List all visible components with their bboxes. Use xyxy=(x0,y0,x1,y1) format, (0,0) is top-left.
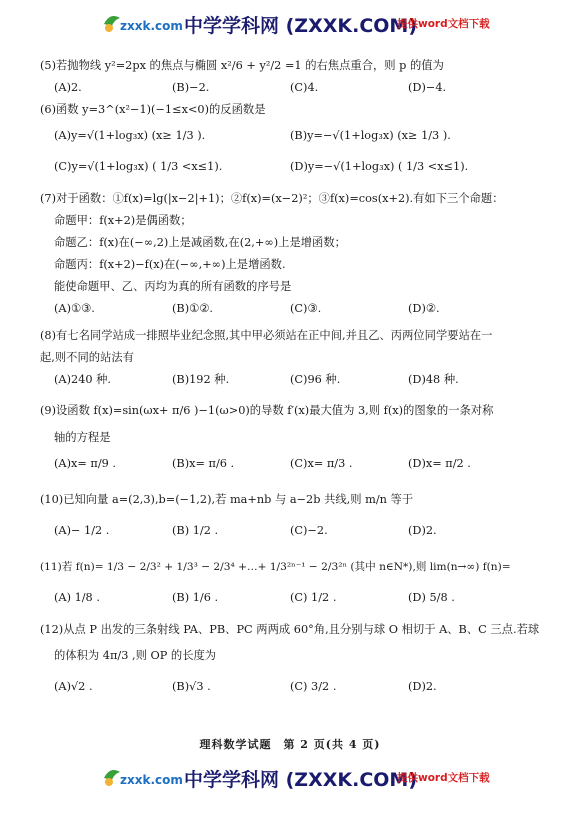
question-12-stem-line-1: (12)从点 P 出发的三条射线 PA、PB、PC 两两成 60°角,且分别与球 O 相切于 A、B、C 三点.若球 xyxy=(40,623,540,636)
q10-option-c: (C)−2. xyxy=(290,524,328,537)
zxxk-logo-icon xyxy=(100,10,183,36)
q5-option-b: (B)−2. xyxy=(172,81,210,94)
question-6-stem: (6)函数 y=3^(x²−1)(−1≤x<0)的反函数是 xyxy=(40,103,266,116)
q9-option-a: (A)x= π/9 . xyxy=(54,457,117,470)
q6-option-c: (C)y=√(1+log₃x) ( 1/3 <x≤1). xyxy=(54,160,223,173)
q5-option-d: (D)−4. xyxy=(408,81,447,94)
question-11-options xyxy=(40,586,550,610)
q7-option-b: (B)①②. xyxy=(172,302,213,315)
question-8-options xyxy=(40,372,550,387)
page-number: 理科数学试题 第 2 页(共 4 页) xyxy=(199,738,381,751)
q10-option-a: (A)− 1/2 . xyxy=(54,524,110,537)
site-name[interactable]: 中学学科网 (ZXXK.COM) xyxy=(184,15,418,37)
footer-banner xyxy=(0,760,580,794)
q5-option-a: (A)2. xyxy=(54,81,82,94)
question-9-options xyxy=(40,452,550,476)
q8-option-d: (D)48 种. xyxy=(408,373,459,386)
download-link[interactable]: 提供word文档下载 xyxy=(397,18,490,30)
q9-option-c: (C)x= π/3 . xyxy=(290,457,353,470)
q6-option-a: (A)y=√(1+log₃x) (x≥ 1/3 ). xyxy=(54,129,206,142)
zxxk-logo-icon xyxy=(100,764,183,790)
logo-text: zxxk.com xyxy=(120,19,183,33)
question-10-options xyxy=(40,519,550,543)
q12-option-d: (D)2. xyxy=(408,680,437,693)
question-12-stem-line-2: 的体积为 4π/3 ,则 OP 的长度为 xyxy=(54,649,217,662)
q10-option-b: (B) 1/2 . xyxy=(172,524,219,537)
q12-option-c: (C) 3/2 . xyxy=(290,680,337,693)
q12-option-b: (B)√3 . xyxy=(172,680,211,693)
q6-option-b: (B)y=−√(1+log₃x) (x≥ 1/3 ). xyxy=(290,129,451,142)
question-7-proposition-c: 命题丙：f(x+2)−f(x)在(−∞,+∞)上是增函数. xyxy=(54,258,286,271)
question-8-stem-line-1: (8)有七名同学站成一排照毕业纪念照,其中甲必须站在正中间,并且乙、丙两位同学要站在一 xyxy=(40,329,493,342)
question-12-options xyxy=(40,675,550,699)
q12-option-a: (A)√2 . xyxy=(54,680,93,693)
question-7-proposition-a: 命题甲：f(x+2)是偶函数； xyxy=(54,214,192,227)
question-6-options-row-1 xyxy=(40,124,550,148)
q11-option-d: (D) 5/8 . xyxy=(408,591,455,604)
download-link[interactable]: 提供word文档下载 xyxy=(397,772,490,784)
q5-option-c: (C)4. xyxy=(290,81,319,94)
q9-option-d: (D)x= π/2 . xyxy=(408,457,471,470)
q8-option-b: (B)192 种. xyxy=(172,373,230,386)
question-7-stem: (7)对于函数：①f(x)=lg(|x−2|+1)；②f(x)=(x−2)²；③f(x)=cos(x+2).有如下三个命题： xyxy=(40,192,504,205)
question-7-prompt: 能使命题甲、乙、丙均为真的所有函数的序号是 xyxy=(54,280,292,293)
question-10-stem: (10)已知向量 a=(2,3),b=(−1,2),若 ma+nb 与 a−2b 共线,则 m/n 等于 xyxy=(40,493,414,506)
q11-option-c: (C) 1/2 . xyxy=(290,591,337,604)
question-5-options xyxy=(40,80,550,95)
header-banner xyxy=(0,6,580,40)
question-9-stem-line-1: (9)设函数 f(x)=sin(ωx+ π/6 )−1(ω>0)的导数 f′(x)最大值为 3,则 f(x)的图象的一条对称 xyxy=(40,404,494,417)
question-8-stem-line-2: 起,则不同的站法有 xyxy=(40,351,134,364)
q8-option-a: (A)240 种. xyxy=(54,373,112,386)
logo-text: zxxk.com xyxy=(120,773,183,787)
question-9-stem-line-2: 轴的方程是 xyxy=(54,431,111,444)
q11-option-a: (A) 1/8 . xyxy=(54,591,100,604)
question-6-options-row-2 xyxy=(40,155,550,179)
question-7-options xyxy=(40,301,550,316)
exam-content xyxy=(40,58,550,699)
q8-option-c: (C)96 种. xyxy=(290,373,341,386)
question-5-stem: (5)若抛物线 y²=2px 的焦点与椭圆 x²/6 + y²/2 =1 的右焦点重合，则 p 的值为 xyxy=(40,59,444,72)
q11-option-b: (B) 1/6 . xyxy=(172,591,219,604)
question-11-stem: (11)若 f(n)= 1/3 − 2/3² + 1/3³ − 2/3⁴ +…+ 1/3²ⁿ⁻¹ − 2/3²ⁿ (其中 n∈N*),则 lim(n→∞) f(n)= xyxy=(40,561,511,573)
q6-option-d: (D)y=−√(1+log₃x) ( 1/3 <x≤1). xyxy=(290,160,469,173)
question-7-proposition-b: 命题乙：f(x)在(−∞,2)上是减函数,在(2,+∞)上是增函数； xyxy=(54,236,346,249)
q7-option-a: (A)①③. xyxy=(54,302,95,315)
q7-option-d: (D)②. xyxy=(408,302,440,315)
site-name[interactable]: 中学学科网 (ZXXK.COM) xyxy=(184,769,418,791)
q10-option-d: (D)2. xyxy=(408,524,437,537)
q9-option-b: (B)x= π/6 . xyxy=(172,457,235,470)
q7-option-c: (C)③. xyxy=(290,302,322,315)
